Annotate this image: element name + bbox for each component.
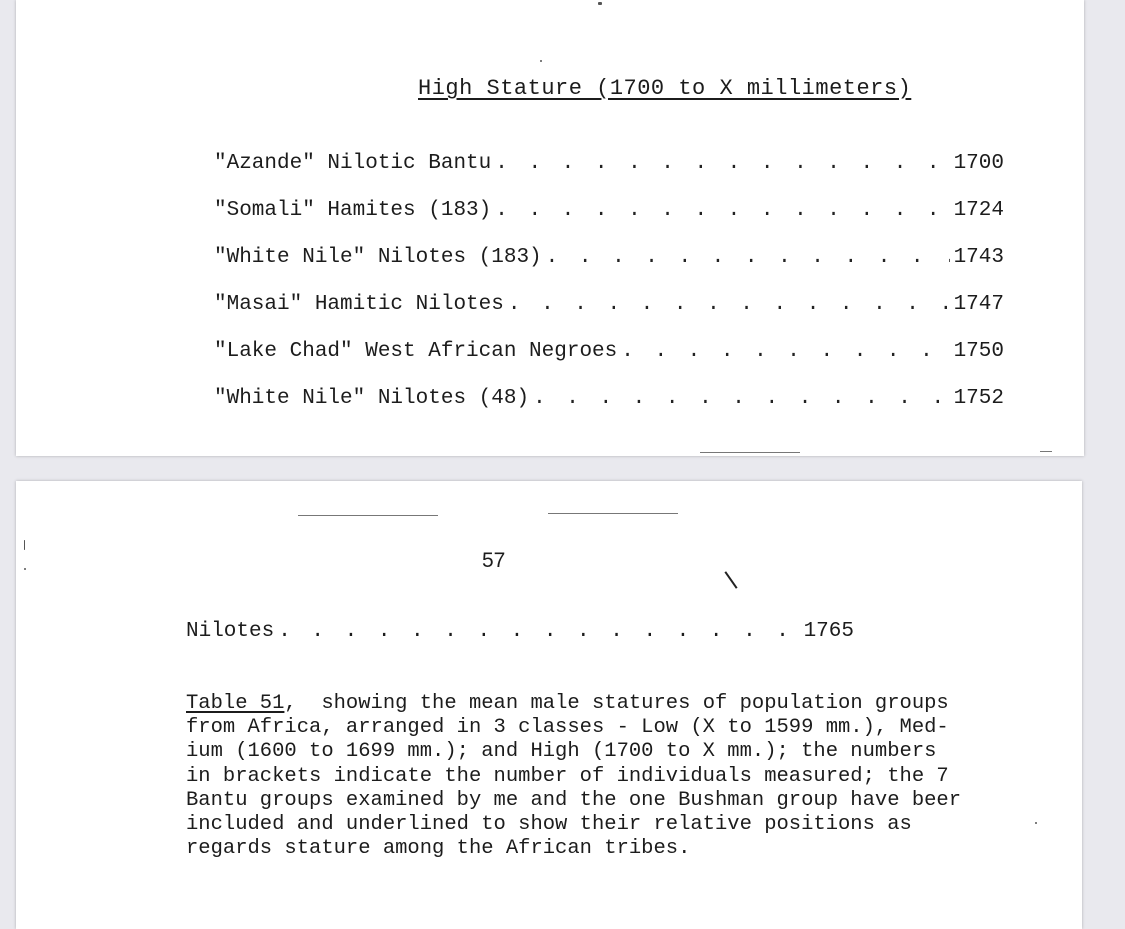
scan-speck [1035,822,1037,824]
group-name: "Lake Chad" West African Negroes [214,340,618,363]
list-item [214,152,1004,199]
list-item [214,246,1004,293]
list-item [214,293,1004,340]
dot-leader [533,387,950,410]
dot-leader [621,340,949,363]
dot-leader [495,199,949,222]
scan-dash [700,452,800,453]
stature-value: 1750 [953,340,1004,363]
section-heading: High Stature (1700 to X millimeters) [418,76,912,101]
stature-list [214,152,1004,434]
stature-value: 1700 [953,152,1004,175]
table-caption [186,692,1086,861]
stature-value: 1747 [953,293,1004,316]
list-item [186,620,854,643]
stature-value: 1765 [803,620,854,643]
stature-value: 1724 [953,199,1004,222]
group-name: "Masai" Hamitic Nilotes [214,293,504,316]
scan-speck [540,60,542,62]
stature-value: 1752 [953,387,1004,410]
page-number: 57 [482,549,506,572]
caption-line: ium (1600 to 1699 mm.); and High (1700 to X mm.); the numbers [186,740,937,764]
dot-leader [508,293,950,316]
group-name: "Azande" Nilotic Bantu [214,152,492,175]
caption-line: Bantu groups examined by me and the one Bushman group have beer [186,788,962,812]
caption-line: included and underlined to show their relative positions as [186,813,912,837]
list-item [214,340,1004,387]
group-name: "White Nile" Nilotes (183) [214,246,542,269]
group-name: "Somali" Hamites (183) [214,199,492,222]
caption-line: in brackets indicate the number of individuals measured; the 7 [186,764,949,788]
dot-leader [546,246,950,269]
caption-line: regards stature among the African tribes. [186,837,691,861]
scan-dash [1040,451,1052,452]
caption-line: from Africa, arranged in 3 classes - Low (X to 1599 mm.), Med- [186,716,949,740]
scan-dash [298,515,438,516]
stature-value: 1743 [953,246,1004,269]
group-name: Nilotes [186,620,275,643]
dot-leader [278,620,799,643]
scan-dash [548,513,678,514]
scan-speck [24,540,25,550]
scan-speck [598,2,602,5]
list-item [214,199,1004,246]
dot-leader [495,152,949,175]
scan-speck [24,568,26,570]
list-item [214,387,1004,434]
caption-line: , showing the mean male statures of population groups [284,692,949,715]
group-name: "White Nile" Nilotes (48) [214,387,530,410]
table-reference: Table 51 [186,692,285,715]
